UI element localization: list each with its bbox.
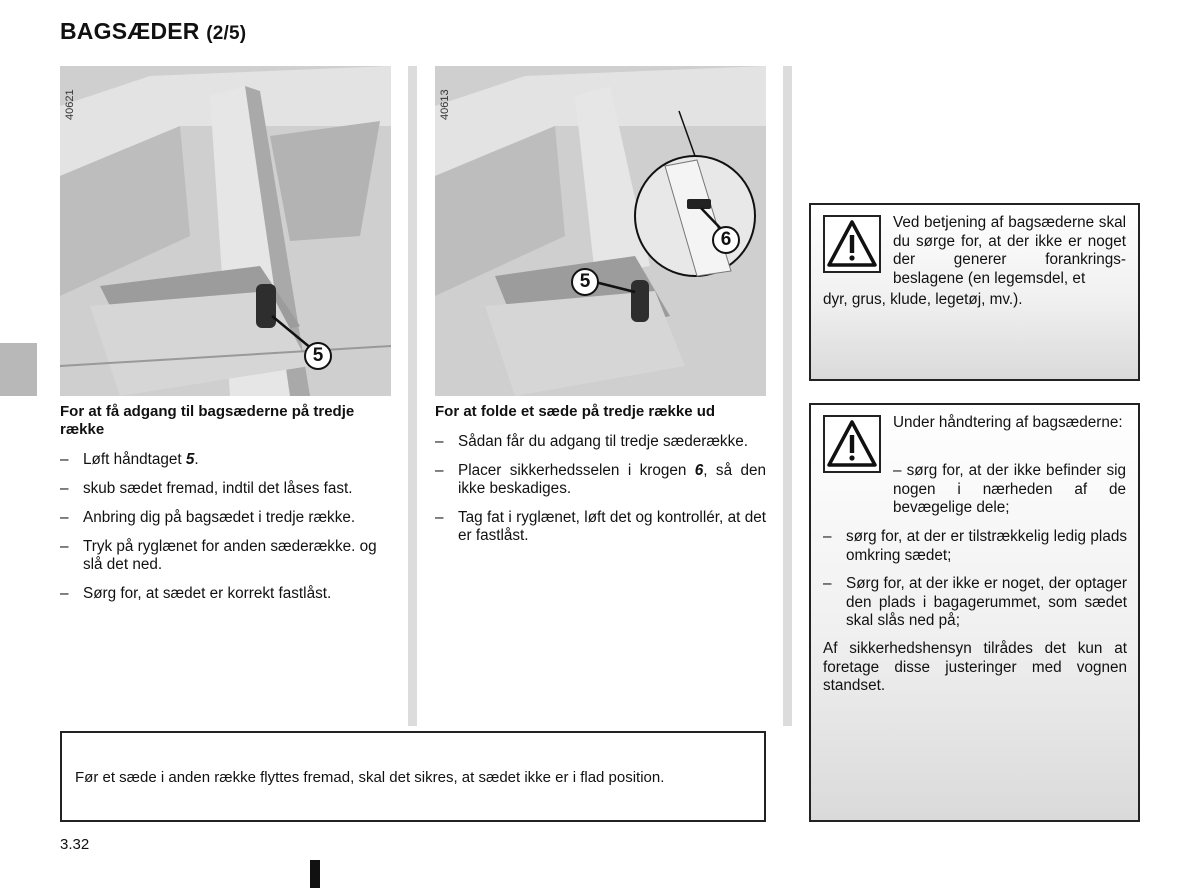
warning-2-intro: Under håndtering af bagsæderne: <box>893 414 1123 431</box>
list-item: – Sørg for, at der ikke er noget, der optager den plads i bagagerummet, som sædet skal slås ned på; <box>823 575 1127 631</box>
note-box <box>60 731 766 822</box>
callout-label: 5 <box>579 271 591 292</box>
list-item: – Sådan får du adgang til tredje sæderække. <box>435 433 766 451</box>
step-ref: 6 <box>694 462 704 479</box>
seat-illustration-1 <box>60 66 391 396</box>
list-item: – skub sædet fremad, indtil det låses fast. <box>60 480 391 498</box>
callout-6 <box>712 226 740 254</box>
warning-triangle-icon <box>823 415 881 473</box>
step-list <box>435 433 766 545</box>
list-item: – sørg for, at der er tilstrækkelig ledig plads omkring sædet; <box>823 528 1127 565</box>
warning-2-list <box>823 528 1127 641</box>
section-tab <box>0 343 37 396</box>
figure-seat-belt-hook <box>435 66 766 396</box>
step-text: Placer sikkerhedsselen i krogen <box>458 462 695 479</box>
figure-ref-1: 40621 <box>64 89 76 120</box>
warning-triangle-icon <box>823 215 881 273</box>
section-heading: For at få adgang til bagsæderne på tredje række <box>60 403 355 438</box>
warning-1-text-b: dyr, grus, klude, legetøj, mv.). <box>823 291 1023 308</box>
warning-1-text-a: Ved betjening af bagsæderne skal du sørge for, at der ikke er noget der generer forankrings-beslagene (en legemsdel, et <box>893 214 1126 287</box>
middle-instructions <box>435 403 766 556</box>
list-item: – Anbring dig på bagsædet i tredje række. <box>60 509 391 527</box>
figure-ref-2: 40613 <box>439 89 451 120</box>
warning-box-2 <box>809 403 1140 822</box>
step-text-end: , så den ikke beskadiges. <box>458 462 767 497</box>
step-text-end: . <box>194 451 199 468</box>
note-text: Før et sæde i anden række flyttes fremad, skal det sikres, at sædet ikke er i flad position. <box>75 769 665 786</box>
page-title <box>60 18 246 45</box>
callout-5 <box>304 342 332 370</box>
left-instructions <box>60 403 391 614</box>
callout-label: 6 <box>720 229 732 250</box>
title-main: BAGSÆDER <box>60 18 200 44</box>
list-item <box>60 451 391 469</box>
list-item <box>435 462 766 498</box>
column-separator-2 <box>783 66 792 726</box>
print-mark <box>310 860 320 888</box>
page-number: 3.32 <box>60 836 90 853</box>
list-item: – Sørg for, at sædet er korrekt fastlåst. <box>60 585 391 603</box>
column-separator-1 <box>408 66 417 726</box>
warning-box-1 <box>809 203 1140 381</box>
list-item: – Tag fat i ryglænet, løft det og kontrollér, at det er fastlåst. <box>435 509 766 545</box>
callout-5 <box>571 268 599 296</box>
step-ref: 5 <box>185 451 195 468</box>
list-item: – Tryk på ryglænet for anden sæderække. og slå det ned. <box>60 538 391 574</box>
title-part: (2/5) <box>206 23 247 44</box>
step-list <box>60 451 391 603</box>
section-heading: For at folde et sæde på tredje række ud <box>435 403 716 420</box>
callout-label: 5 <box>312 345 324 366</box>
step-text: Løft håndtaget <box>83 451 186 468</box>
figure-seat-handle <box>60 66 391 396</box>
warning-2-item-1: – sørg for, at der ikke befinder sig nogen i nærheden af de bevægelige dele; <box>893 462 1126 516</box>
warning-2-closing: Af sikkerhedshensyn tilrådes det kun at foretage disse justeringer med vognen standset. <box>823 640 1127 694</box>
